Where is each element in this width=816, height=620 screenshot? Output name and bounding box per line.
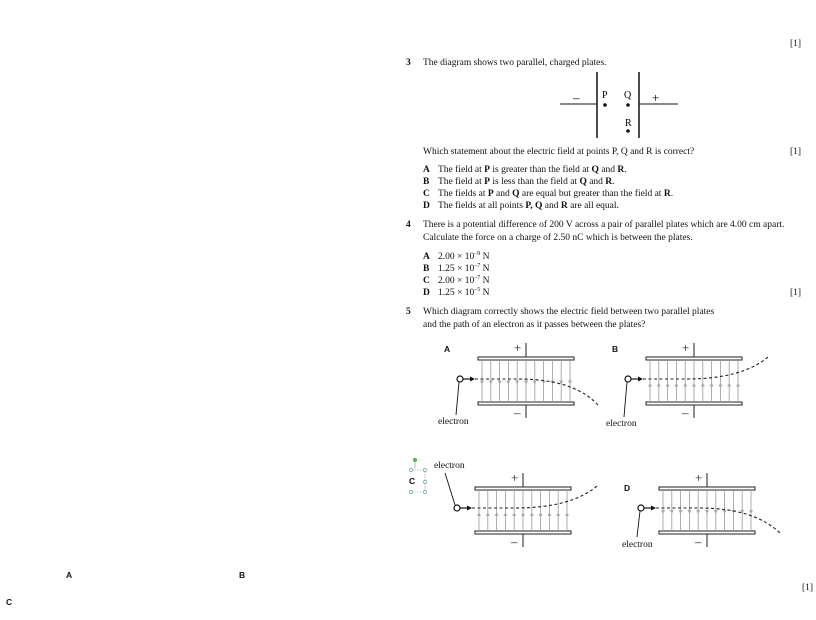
field-arrow xyxy=(718,383,722,387)
diagram-b-label: B xyxy=(612,344,619,354)
field-arrow xyxy=(495,512,499,516)
q4-options xyxy=(423,251,489,299)
field-arrow xyxy=(657,383,661,387)
option-text-part: and xyxy=(598,165,618,175)
option-text-part: and xyxy=(586,177,606,187)
point-q-label: Q xyxy=(624,90,632,101)
q3-option-a[interactable] xyxy=(423,164,673,176)
point-p-label: P xyxy=(602,90,608,101)
diagram-a-label: A xyxy=(444,344,451,354)
negative-plate xyxy=(659,531,755,534)
q3-options xyxy=(423,164,673,212)
plus-sign: + xyxy=(511,470,519,485)
field-arrow xyxy=(521,512,525,516)
minus-sign: – xyxy=(682,405,689,420)
option-text-part: and xyxy=(493,189,513,199)
q3-intro: The diagram shows two parallel, charged plates. xyxy=(423,58,607,68)
electron-arrow-head xyxy=(651,506,656,511)
option-exponent: –9 xyxy=(474,251,481,257)
option-text-part: The fields at all points xyxy=(438,201,526,211)
option-text-part: Q xyxy=(512,189,520,199)
field-arrow xyxy=(480,381,484,385)
q3-plates-diagram xyxy=(558,72,688,142)
option-text-part: Q xyxy=(579,177,587,187)
electron-label-b: electron xyxy=(606,419,637,429)
q4-option-c[interactable] xyxy=(423,275,489,287)
option-text-part: P xyxy=(484,177,490,187)
option-exponent: –7 xyxy=(474,263,481,269)
negative-plate xyxy=(475,531,571,534)
option-letter: B xyxy=(423,264,430,274)
mark-q5: [1] xyxy=(802,583,814,593)
field-arrow xyxy=(749,510,753,514)
field-arrow xyxy=(723,510,727,514)
electron-arrow-head xyxy=(470,377,475,382)
field-arrow xyxy=(486,512,490,516)
electron-path xyxy=(475,379,598,405)
field-arrow xyxy=(506,381,510,385)
minus-sign: – xyxy=(514,405,521,420)
field-arrow xyxy=(696,510,700,514)
electron-path xyxy=(472,486,597,508)
field-arrow xyxy=(727,383,731,387)
plus-sign: + xyxy=(514,340,522,355)
option-text-part: R xyxy=(617,165,625,175)
q4-option-b[interactable] xyxy=(423,263,489,275)
diagram-c xyxy=(427,467,607,557)
electron-label-c: electron xyxy=(434,461,465,471)
field-arrow xyxy=(666,383,670,387)
option-letter: A xyxy=(423,165,430,175)
mark-top: [1] xyxy=(790,39,802,49)
field-arrow xyxy=(524,381,528,385)
field-arrow xyxy=(674,383,678,387)
option-unit: N xyxy=(480,276,490,286)
electron-pointer xyxy=(624,382,627,417)
positive-plate xyxy=(478,357,574,360)
option-exponent: –5 xyxy=(474,287,481,293)
q4-option-d[interactable] xyxy=(423,287,489,299)
option-text-part: Q xyxy=(591,165,599,175)
option-mantissa: 1.25 × 10 xyxy=(438,264,475,274)
field-arrow xyxy=(568,381,572,385)
option-text-part: is less than the field at xyxy=(489,177,580,187)
q4-option-a[interactable] xyxy=(423,251,489,263)
point-r-dot xyxy=(626,129,630,133)
plus-sign: + xyxy=(682,340,690,355)
diagram-c-label: C xyxy=(409,476,416,486)
diagram-d-label: D xyxy=(624,483,631,493)
option-letter: A xyxy=(423,252,430,262)
electron-arrow-head xyxy=(467,506,472,511)
field-arrow xyxy=(740,510,744,514)
point-p-dot xyxy=(603,103,607,107)
option-mantissa: 1.25 × 10 xyxy=(438,288,475,298)
plus-sign: + xyxy=(695,470,703,485)
stray-label-b: B xyxy=(239,570,246,580)
q3-option-d[interactable] xyxy=(423,200,673,212)
field-arrow xyxy=(687,510,691,514)
field-arrow xyxy=(679,510,683,514)
electron-label-a: electron xyxy=(438,417,469,427)
minus-sign: – xyxy=(695,534,702,549)
option-exponent: –7 xyxy=(474,275,481,281)
stray-label-c: C xyxy=(6,597,13,607)
option-text-part: is greater than the field at xyxy=(489,165,592,175)
option-text-part: The field at xyxy=(438,177,485,187)
positive-plate xyxy=(475,487,571,490)
q3-option-c[interactable] xyxy=(423,188,673,200)
field-arrow xyxy=(556,512,560,516)
negative-plate xyxy=(478,402,574,405)
option-letter: C xyxy=(423,189,430,199)
option-letter: D xyxy=(423,288,430,298)
electron-dot xyxy=(625,376,631,382)
electron-dot xyxy=(457,376,463,382)
stray-label-a: A xyxy=(66,570,73,580)
option-text-part: P xyxy=(484,165,490,175)
electron-label-d: electron xyxy=(622,540,653,550)
field-arrow xyxy=(670,510,674,514)
field-arrow xyxy=(692,383,696,387)
option-letter: B xyxy=(423,177,430,187)
point-r-label: R xyxy=(625,118,632,129)
option-text-part: . xyxy=(612,177,615,187)
positive-plate xyxy=(646,357,742,360)
negative-plate xyxy=(646,402,742,405)
field-arrow xyxy=(547,512,551,516)
option-text-part: . xyxy=(670,189,674,199)
option-text-part: The fields at xyxy=(438,189,488,199)
plus-sign: + xyxy=(652,90,660,105)
field-arrow xyxy=(661,510,665,514)
field-arrow xyxy=(565,512,569,516)
q3-number: 3 xyxy=(406,58,411,68)
option-text-part: and xyxy=(542,201,561,211)
option-text-part: R xyxy=(663,189,671,199)
option-unit: N xyxy=(480,252,490,262)
field-arrow xyxy=(498,381,502,385)
point-q-dot xyxy=(626,103,630,107)
electron-pointer xyxy=(445,473,455,505)
electron-pointer xyxy=(637,511,640,537)
option-mantissa: 2.00 × 10 xyxy=(438,276,475,286)
field-arrow xyxy=(515,381,519,385)
option-text-part: are equal but greater than the field at xyxy=(519,189,664,199)
mark-q3: [1] xyxy=(790,147,802,157)
option-letter: D xyxy=(423,201,430,211)
option-text-part: . xyxy=(624,165,627,175)
option-text-part: R xyxy=(605,177,613,187)
field-arrow xyxy=(530,512,534,516)
q5-line2: and the path of an electron as it passes between the plates? xyxy=(423,320,646,330)
electron-dot xyxy=(454,505,460,511)
field-arrow xyxy=(648,383,652,387)
option-unit: N xyxy=(480,264,490,274)
minus-sign: – xyxy=(573,90,580,105)
q4-line2: Calculate the force on a charge of 2.50 nC which is between the plates. xyxy=(423,233,693,243)
field-arrow xyxy=(736,383,740,387)
option-letter: C xyxy=(423,276,430,286)
field-arrow xyxy=(512,512,516,516)
field-arrow xyxy=(503,512,507,516)
electron-path xyxy=(656,508,781,534)
option-mantissa: 2.00 × 10 xyxy=(438,252,475,262)
option-text-part: P, Q xyxy=(525,201,543,211)
minus-sign: – xyxy=(511,534,518,549)
field-arrow xyxy=(710,383,714,387)
option-text-part: The field at xyxy=(438,165,485,175)
option-text-part: P xyxy=(487,189,494,199)
field-arrow xyxy=(683,383,687,387)
positive-plate xyxy=(659,487,755,490)
q3-question: Which statement about the electric field at points P, Q and R is correct? xyxy=(423,147,695,157)
option-text-part: R xyxy=(560,201,568,211)
electron-dot xyxy=(638,505,644,511)
electron-arrow-head xyxy=(638,377,643,382)
mark-q4: [1] xyxy=(790,288,802,298)
field-arrow xyxy=(539,512,543,516)
option-unit: N xyxy=(480,288,490,298)
field-arrow xyxy=(714,510,718,514)
electron-pointer xyxy=(456,382,459,415)
q5-number: 5 xyxy=(406,307,411,317)
q4-number: 4 xyxy=(406,220,411,230)
q3-option-b[interactable] xyxy=(423,176,673,188)
field-arrow xyxy=(477,512,481,516)
option-text-part: are all equal. xyxy=(567,201,619,211)
field-arrow xyxy=(533,381,537,385)
q5-line1: Which diagram correctly shows the electric field between two parallel plates xyxy=(423,307,715,317)
diagram-b xyxy=(598,340,778,430)
field-arrow xyxy=(489,381,493,385)
field-arrow xyxy=(705,510,709,514)
field-arrow xyxy=(701,383,705,387)
q4-line1: There is a potential difference of 200 V across a pair of parallel plates which are 4.00 cm apart. xyxy=(423,220,785,230)
